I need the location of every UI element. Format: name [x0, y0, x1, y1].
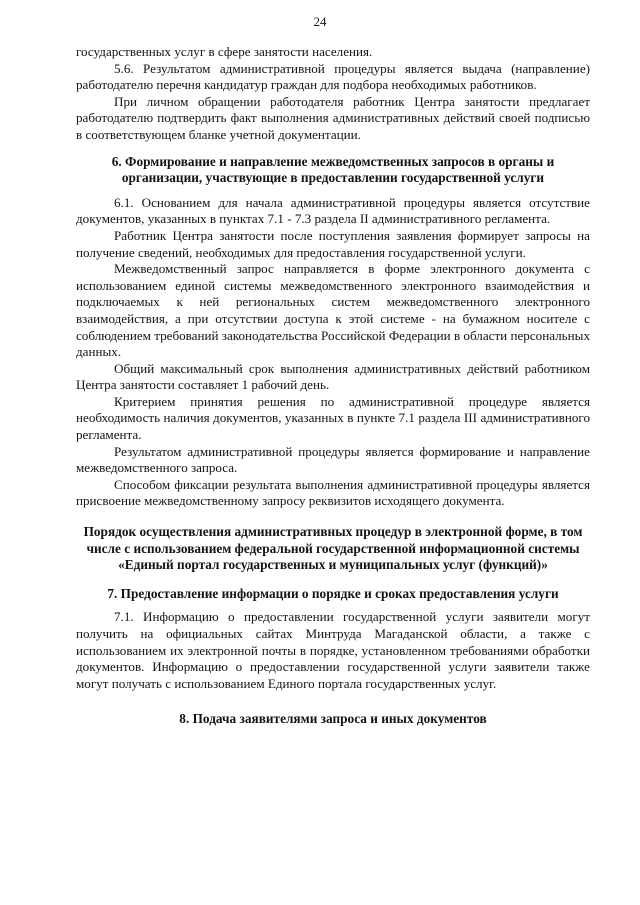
- page-number: 24: [313, 14, 327, 29]
- paragraph-fixation: Способом фиксации результата выполнения административной процедуры является присвоение межведомственному запросу реквизитов исходящего документа.: [76, 476, 590, 509]
- section-7-heading: 7. Предоставление информации о порядке и сроках предоставления услуги: [107, 585, 559, 601]
- document-body: [76, 44, 590, 728]
- paragraph-5-6: 5.6. Результатом административной процедуры является выдача (направление) работодателю перечня кандидатур граждан для подбора необходимых работников.: [76, 60, 590, 93]
- section-8-heading: 8. Подача заявителями запроса и иных документов: [179, 711, 487, 727]
- section-6-heading: 6. Формирование и направление межведомственных запросов в органы и организации, участвующие в предоставлении государственной услуги: [111, 153, 555, 186]
- paragraph-interagency-request: Межведомственный запрос направляется в форме электронного документа с использованием единой системы межведомственного электронного взаимодействия и подключаемых к ней региональных систем межведомственного электронного взаимодействия, а при отсутствии доступа к этой системе - на бумажном носителе с соблюдением требований законодательства Российской Федерации в области персональных данных.: [76, 261, 590, 360]
- paragraph-requests: Работник Центра занятости после поступления заявления формирует запросы на получение сведений, необходимых для предоставления государственной услуги.: [76, 227, 590, 260]
- paragraph-result: Результатом административной процедуры является формирование и направление межведомственного запроса.: [76, 443, 590, 476]
- paragraph-7-1: 7.1. Информацию о предоставлении государственной услуги заявители могут получить на официальных сайтах Минтруда Магаданской области, а также с использованием их электронной почты в порядке, установленном требованиями обработки документов. Информацию о предоставлении государственной услуги заявители также могут получать с использованием Единого портала государственных услуг.: [76, 609, 590, 691]
- paragraph-continuation: государственных услуг в сфере занятости населения.: [76, 44, 373, 59]
- paragraph-6-1: 6.1. Основанием для начала административной процедуры является отсутствие документов, указанных в пунктах 7.1 - 7.3 раздела II административного регламента.: [76, 194, 590, 227]
- paragraph-decision-criterion: Критерием принятия решения по административной процедуре является необходимость наличия документов, указанных в пункте 7.1 раздела III административного регламента.: [76, 393, 590, 443]
- paragraph-employer-confirmation: При личном обращении работодателя работник Центра занятости предлагает работодателю подтвердить факт выполнения административных действий своей подписью в соответствующем бланке учетной документации.: [76, 93, 590, 142]
- paragraph-max-term: Общий максимальный срок выполнения административных действий работником Центра занятости составляет 1 рабочий день.: [76, 360, 590, 393]
- electronic-procedures-heading: Порядок осуществления административных процедур в электронной форме, в том числе с использованием федеральной государственной информационной системы «Единый портал государственных и муниципальных услуг (функций)»: [83, 524, 583, 573]
